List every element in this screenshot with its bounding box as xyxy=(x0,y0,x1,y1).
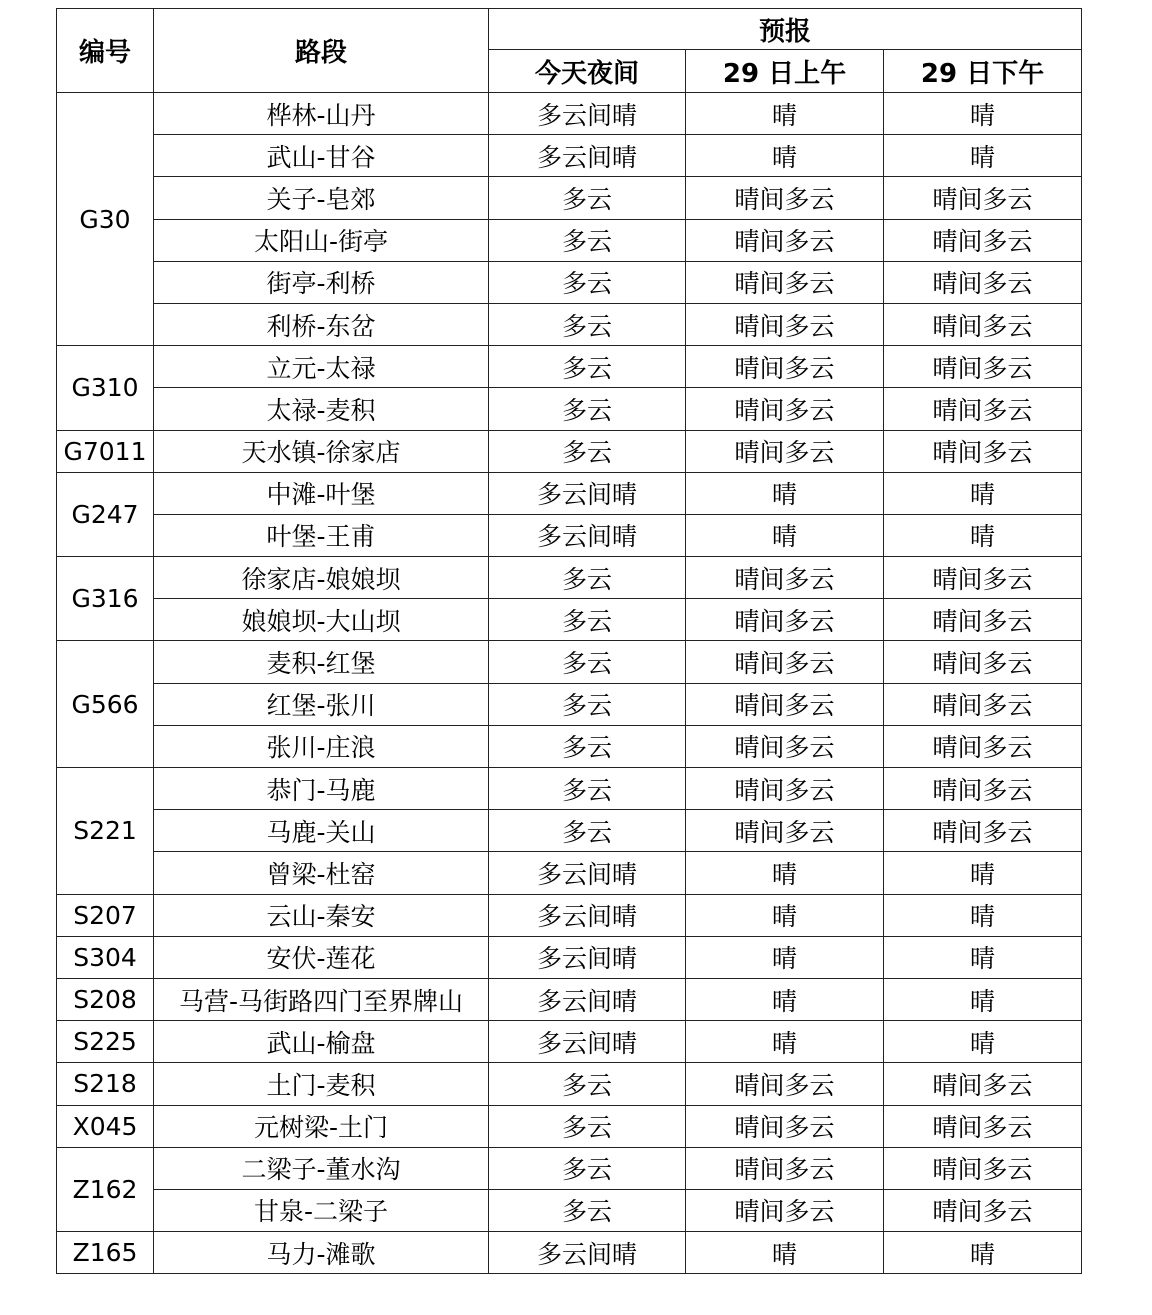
tonight-weather-cell: 多云间晴 xyxy=(489,936,686,978)
morning-weather-cell: 晴 xyxy=(686,93,884,135)
road-segment-cell: 麦积-红堡 xyxy=(154,641,489,683)
table-row xyxy=(57,177,1082,219)
table-row xyxy=(57,641,1082,683)
tonight-weather-cell: 多云 xyxy=(489,683,686,725)
table-row xyxy=(57,261,1082,303)
road-segment-cell: 街亭-利桥 xyxy=(154,261,489,303)
tonight-weather-cell: 多云 xyxy=(489,599,686,641)
route-code-cell: S207 xyxy=(57,894,154,936)
route-code-cell: S221 xyxy=(57,768,154,895)
route-code-cell: G30 xyxy=(57,93,154,346)
morning-weather-cell: 晴间多云 xyxy=(686,430,884,472)
tonight-weather-cell: 多云 xyxy=(489,346,686,388)
road-segment-cell: 太禄-麦积 xyxy=(154,388,489,430)
morning-weather-cell: 晴间多云 xyxy=(686,346,884,388)
tonight-weather-cell: 多云间晴 xyxy=(489,93,686,135)
morning-weather-cell: 晴间多云 xyxy=(686,1189,884,1231)
tonight-weather-cell: 多云间晴 xyxy=(489,135,686,177)
afternoon-weather-cell: 晴间多云 xyxy=(884,810,1082,852)
morning-weather-cell: 晴 xyxy=(686,1232,884,1274)
road-segment-cell: 二梁子-董水沟 xyxy=(154,1147,489,1189)
morning-weather-cell: 晴 xyxy=(686,936,884,978)
road-segment-cell: 天水镇-徐家店 xyxy=(154,430,489,472)
tonight-weather-cell: 多云 xyxy=(489,430,686,472)
morning-weather-cell: 晴 xyxy=(686,1021,884,1063)
road-segment-cell: 红堡-张川 xyxy=(154,683,489,725)
tonight-weather-cell: 多云间晴 xyxy=(489,1232,686,1274)
afternoon-weather-cell: 晴间多云 xyxy=(884,1105,1082,1147)
road-segment-cell: 武山-甘谷 xyxy=(154,135,489,177)
morning-weather-cell: 晴间多云 xyxy=(686,810,884,852)
afternoon-weather-cell: 晴 xyxy=(884,936,1082,978)
road-segment-cell: 甘泉-二梁子 xyxy=(154,1189,489,1231)
road-weather-forecast-table xyxy=(56,8,1082,1274)
tonight-weather-cell: 多云 xyxy=(489,1063,686,1105)
afternoon-weather-cell: 晴间多云 xyxy=(884,725,1082,767)
afternoon-weather-cell: 晴间多云 xyxy=(884,641,1082,683)
road-segment-cell: 利桥-东岔 xyxy=(154,303,489,345)
table-row xyxy=(57,810,1082,852)
road-segment-cell: 土门-麦积 xyxy=(154,1063,489,1105)
afternoon-weather-cell: 晴 xyxy=(884,135,1082,177)
road-segment-cell: 云山-秦安 xyxy=(154,894,489,936)
tonight-weather-cell: 多云 xyxy=(489,1147,686,1189)
afternoon-weather-cell: 晴间多云 xyxy=(884,1189,1082,1231)
morning-weather-cell: 晴间多云 xyxy=(686,303,884,345)
afternoon-weather-cell: 晴间多云 xyxy=(884,219,1082,261)
table-row xyxy=(57,1232,1082,1274)
road-segment-cell: 曾梁-杜窑 xyxy=(154,852,489,894)
table-row xyxy=(57,303,1082,345)
afternoon-weather-cell: 晴 xyxy=(884,1232,1082,1274)
morning-weather-cell: 晴间多云 xyxy=(686,768,884,810)
route-code-cell: Z162 xyxy=(57,1147,154,1231)
table-row xyxy=(57,683,1082,725)
table-row xyxy=(57,1189,1082,1231)
afternoon-weather-cell: 晴间多云 xyxy=(884,303,1082,345)
road-segment-cell: 徐家店-娘娘坝 xyxy=(154,557,489,599)
table-row xyxy=(57,1147,1082,1189)
route-code-cell: S208 xyxy=(57,978,154,1020)
table-row xyxy=(57,557,1082,599)
afternoon-weather-cell: 晴间多云 xyxy=(884,346,1082,388)
route-code-cell: G316 xyxy=(57,557,154,641)
route-code-cell: G247 xyxy=(57,472,154,556)
afternoon-weather-cell: 晴 xyxy=(884,894,1082,936)
road-segment-cell: 张川-庄浪 xyxy=(154,725,489,767)
morning-weather-cell: 晴 xyxy=(686,978,884,1020)
afternoon-weather-cell: 晴 xyxy=(884,514,1082,556)
road-segment-cell: 安伏-莲花 xyxy=(154,936,489,978)
morning-weather-cell: 晴间多云 xyxy=(686,1105,884,1147)
morning-weather-cell: 晴间多云 xyxy=(686,557,884,599)
tonight-weather-cell: 多云 xyxy=(489,177,686,219)
tonight-weather-cell: 多云间晴 xyxy=(489,472,686,514)
morning-weather-cell: 晴 xyxy=(686,852,884,894)
tonight-weather-cell: 多云 xyxy=(489,1189,686,1231)
morning-weather-cell: 晴间多云 xyxy=(686,177,884,219)
morning-weather-cell: 晴间多云 xyxy=(686,599,884,641)
morning-weather-cell: 晴间多云 xyxy=(686,1063,884,1105)
header-afternoon: 29 日下午 xyxy=(884,50,1082,93)
afternoon-weather-cell: 晴间多云 xyxy=(884,599,1082,641)
header-segment: 路段 xyxy=(154,9,489,93)
road-segment-cell: 太阳山-街亭 xyxy=(154,219,489,261)
header-morning: 29 日上午 xyxy=(686,50,884,93)
route-code-cell: G310 xyxy=(57,346,154,430)
table-row xyxy=(57,93,1082,135)
morning-weather-cell: 晴 xyxy=(686,135,884,177)
morning-weather-cell: 晴 xyxy=(686,514,884,556)
road-segment-cell: 桦林-山丹 xyxy=(154,93,489,135)
morning-weather-cell: 晴间多云 xyxy=(686,725,884,767)
table-row xyxy=(57,388,1082,430)
table-row xyxy=(57,135,1082,177)
road-segment-cell: 马力-滩歌 xyxy=(154,1232,489,1274)
road-segment-cell: 关子-皂郊 xyxy=(154,177,489,219)
table-row xyxy=(57,472,1082,514)
table-row xyxy=(57,768,1082,810)
tonight-weather-cell: 多云 xyxy=(489,557,686,599)
tonight-weather-cell: 多云 xyxy=(489,261,686,303)
afternoon-weather-cell: 晴间多云 xyxy=(884,177,1082,219)
afternoon-weather-cell: 晴 xyxy=(884,472,1082,514)
afternoon-weather-cell: 晴间多云 xyxy=(884,261,1082,303)
table-row xyxy=(57,514,1082,556)
road-segment-cell: 元树梁-土门 xyxy=(154,1105,489,1147)
afternoon-weather-cell: 晴间多云 xyxy=(884,388,1082,430)
table-row xyxy=(57,978,1082,1020)
table-row xyxy=(57,1021,1082,1063)
afternoon-weather-cell: 晴间多云 xyxy=(884,430,1082,472)
afternoon-weather-cell: 晴间多云 xyxy=(884,1147,1082,1189)
road-segment-cell: 立元-太禄 xyxy=(154,346,489,388)
road-segment-cell: 叶堡-王甫 xyxy=(154,514,489,556)
header-forecast: 预报 xyxy=(489,9,1082,50)
afternoon-weather-cell: 晴 xyxy=(884,93,1082,135)
route-code-cell: S304 xyxy=(57,936,154,978)
morning-weather-cell: 晴间多云 xyxy=(686,683,884,725)
tonight-weather-cell: 多云 xyxy=(489,303,686,345)
tonight-weather-cell: 多云 xyxy=(489,388,686,430)
tonight-weather-cell: 多云 xyxy=(489,810,686,852)
afternoon-weather-cell: 晴 xyxy=(884,852,1082,894)
afternoon-weather-cell: 晴间多云 xyxy=(884,683,1082,725)
morning-weather-cell: 晴间多云 xyxy=(686,641,884,683)
header-code: 编号 xyxy=(57,9,154,93)
road-segment-cell: 马鹿-关山 xyxy=(154,810,489,852)
tonight-weather-cell: 多云 xyxy=(489,641,686,683)
road-segment-cell: 中滩-叶堡 xyxy=(154,472,489,514)
morning-weather-cell: 晴间多云 xyxy=(686,261,884,303)
tonight-weather-cell: 多云间晴 xyxy=(489,852,686,894)
morning-weather-cell: 晴 xyxy=(686,894,884,936)
table-row xyxy=(57,430,1082,472)
table-row xyxy=(57,894,1082,936)
header-row-top xyxy=(57,9,1082,50)
tonight-weather-cell: 多云 xyxy=(489,768,686,810)
afternoon-weather-cell: 晴 xyxy=(884,978,1082,1020)
tonight-weather-cell: 多云 xyxy=(489,725,686,767)
tonight-weather-cell: 多云 xyxy=(489,219,686,261)
table-row xyxy=(57,1063,1082,1105)
route-code-cell: X045 xyxy=(57,1105,154,1147)
table-row xyxy=(57,1105,1082,1147)
road-segment-cell: 娘娘坝-大山坝 xyxy=(154,599,489,641)
table-header xyxy=(57,9,1082,93)
afternoon-weather-cell: 晴间多云 xyxy=(884,768,1082,810)
morning-weather-cell: 晴间多云 xyxy=(686,219,884,261)
route-code-cell: G566 xyxy=(57,641,154,768)
route-code-cell: S225 xyxy=(57,1021,154,1063)
morning-weather-cell: 晴间多云 xyxy=(686,388,884,430)
tonight-weather-cell: 多云间晴 xyxy=(489,1021,686,1063)
table-row xyxy=(57,219,1082,261)
tonight-weather-cell: 多云间晴 xyxy=(489,894,686,936)
route-code-cell: Z165 xyxy=(57,1232,154,1274)
header-tonight: 今天夜间 xyxy=(489,50,686,93)
afternoon-weather-cell: 晴间多云 xyxy=(884,1063,1082,1105)
table-row xyxy=(57,599,1082,641)
route-code-cell: S218 xyxy=(57,1063,154,1105)
road-segment-cell: 马营-马街路四门至界牌山 xyxy=(154,978,489,1020)
road-segment-cell: 武山-榆盘 xyxy=(154,1021,489,1063)
table-row xyxy=(57,346,1082,388)
table-row xyxy=(57,725,1082,767)
table-row xyxy=(57,936,1082,978)
afternoon-weather-cell: 晴间多云 xyxy=(884,557,1082,599)
tonight-weather-cell: 多云间晴 xyxy=(489,978,686,1020)
route-code-cell: G7011 xyxy=(57,430,154,472)
afternoon-weather-cell: 晴 xyxy=(884,1021,1082,1063)
tonight-weather-cell: 多云间晴 xyxy=(489,514,686,556)
tonight-weather-cell: 多云 xyxy=(489,1105,686,1147)
morning-weather-cell: 晴间多云 xyxy=(686,1147,884,1189)
morning-weather-cell: 晴 xyxy=(686,472,884,514)
road-segment-cell: 恭门-马鹿 xyxy=(154,768,489,810)
table-body xyxy=(57,93,1082,1274)
table-row xyxy=(57,852,1082,894)
